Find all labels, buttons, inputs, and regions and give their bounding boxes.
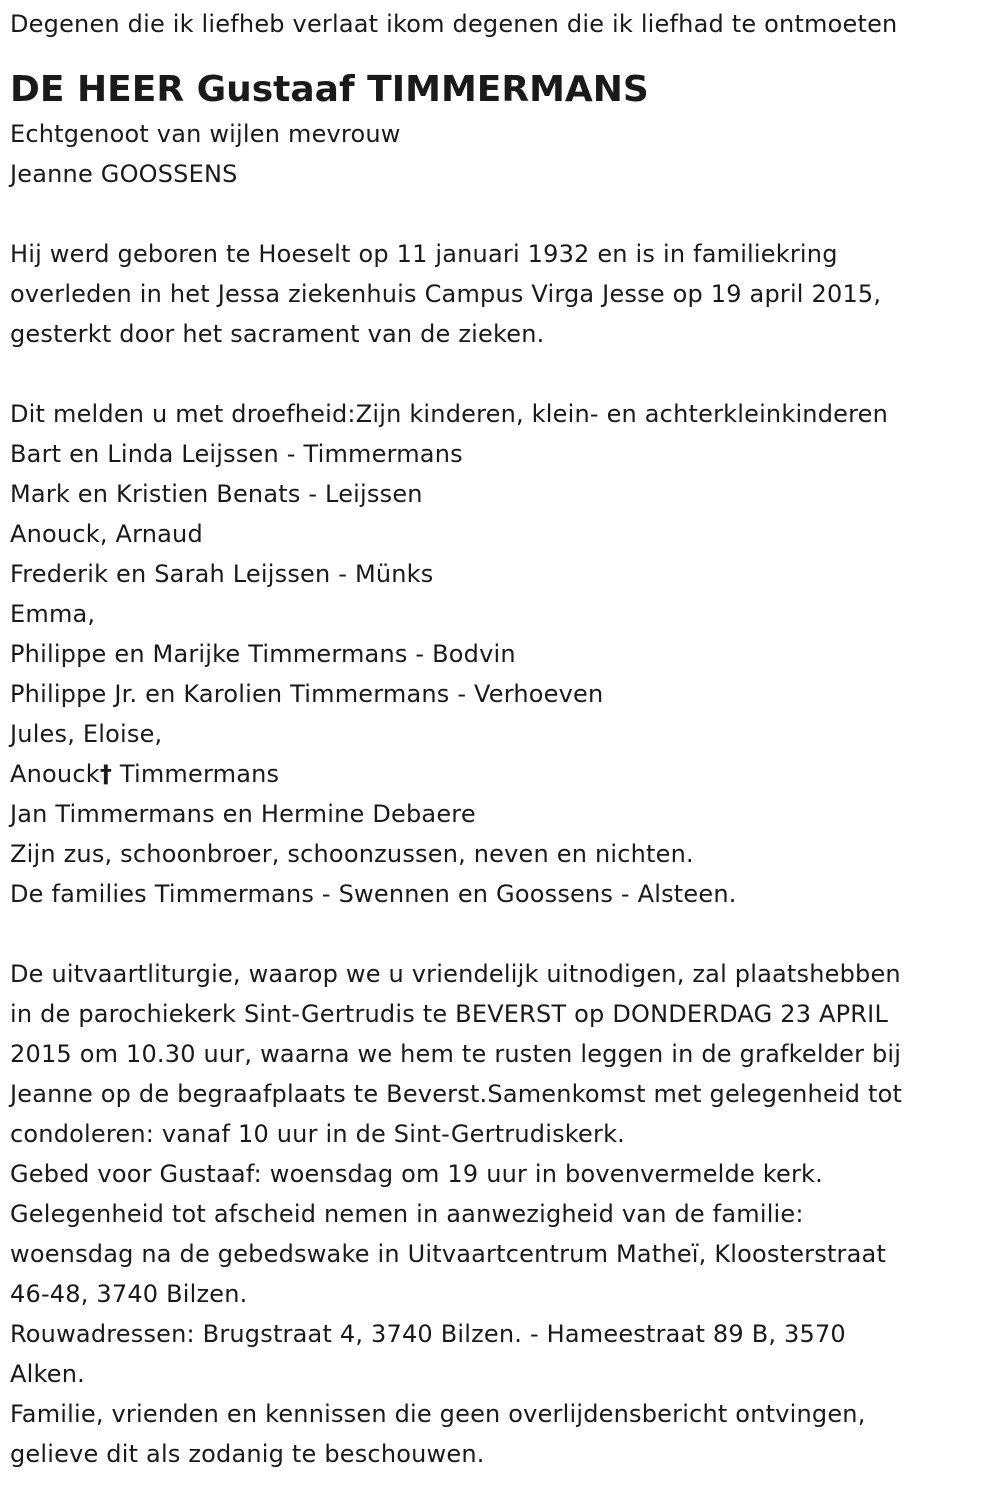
birth-death-paragraph bbox=[10, 234, 995, 354]
family-line-deceased-grandchild bbox=[10, 754, 995, 794]
spacer bbox=[10, 914, 995, 954]
family-line: Philippe en Marijke Timmermans - Bodvin bbox=[10, 640, 516, 668]
motto-text: Degenen die ik liefheb verlaat ikom degenen die ik liefhad te ontmoeten bbox=[10, 10, 898, 38]
family-line: Bart en Linda Leijssen - Timmermans bbox=[10, 440, 463, 468]
funeral-line: Rouwadressen: Brugstraat 4, 3740 Bilzen. - Hameestraat 89 B, 3570 bbox=[10, 1320, 846, 1348]
family-line: De families Timmermans - Swennen en Goossens - Alsteen. bbox=[10, 880, 737, 908]
birth-death-line: Hij werd geboren te Hoeselt op 11 januari 1932 en is in familiekring bbox=[10, 240, 838, 268]
funeral-line: Familie, vrienden en kennissen die geen overlijdensbericht ontvingen, bbox=[10, 1400, 866, 1428]
grandchild-first-name: Anouck bbox=[10, 760, 100, 788]
funeral-line: Gelegenheid tot afscheid nemen in aanwezigheid van de familie: bbox=[10, 1200, 804, 1228]
announcement-intro: Dit melden u met droefheid:Zijn kinderen, klein- en achterkleinkinderen bbox=[10, 400, 889, 428]
grandchild-last-name: Timmermans bbox=[112, 760, 280, 788]
announcement-paragraph bbox=[10, 394, 995, 914]
family-line: Emma, bbox=[10, 600, 96, 628]
spouse-line-1: Echtgenoot van wijlen mevrouw bbox=[10, 120, 401, 148]
funeral-line: gelieve dit als zodanig te beschouwen. bbox=[10, 1440, 485, 1468]
funeral-line: in de parochiekerk Sint-Gertrudis te BEVERST op DONDERDAG 23 APRIL bbox=[10, 1000, 889, 1028]
funeral-paragraph bbox=[10, 954, 995, 1474]
family-line: Jules, Eloise, bbox=[10, 720, 163, 748]
cross-icon: † bbox=[99, 760, 113, 788]
family-line: Jan Timmermans en Hermine Debaere bbox=[10, 800, 476, 828]
spacer bbox=[10, 354, 995, 394]
spouse-line-2: Jeanne GOOSSENS bbox=[10, 160, 238, 188]
family-line: Philippe Jr. en Karolien Timmermans - Verhoeven bbox=[10, 680, 604, 708]
family-line: Mark en Kristien Benats - Leijssen bbox=[10, 480, 423, 508]
funeral-line: condoleren: vanaf 10 uur in de Sint-Gertrudiskerk. bbox=[10, 1120, 625, 1148]
family-line: Anouck, Arnaud bbox=[10, 520, 203, 548]
deceased-name: DE HEER Gustaaf TIMMERMANS bbox=[10, 69, 649, 110]
family-line: Frederik en Sarah Leijssen - Münks bbox=[10, 560, 434, 588]
funeral-line: 46-48, 3740 Bilzen. bbox=[10, 1280, 248, 1308]
funeral-line: Alken. bbox=[10, 1360, 85, 1388]
birth-death-line: gesterkt door het sacrament van de zieken. bbox=[10, 320, 545, 348]
birth-death-line: overleden in het Jessa ziekenhuis Campus Virga Jesse op 19 april 2015, bbox=[10, 280, 882, 308]
spacer bbox=[10, 194, 995, 234]
funeral-line: Jeanne op de begraafplaats te Beverst.Samenkomst met gelegenheid tot bbox=[10, 1080, 903, 1108]
funeral-line: 2015 om 10.30 uur, waarna we hem te rusten leggen in de grafkelder bij bbox=[10, 1040, 902, 1068]
family-line: Zijn zus, schoonbroer, schoonzussen, neven en nichten. bbox=[10, 840, 694, 868]
funeral-line: De uitvaartliturgie, waarop we u vriendelijk uitnodigen, zal plaatshebben bbox=[10, 960, 901, 988]
obituary-document bbox=[10, 4, 995, 1474]
funeral-line: woensdag na de gebedswake in Uitvaartcentrum Matheï, Kloosterstraat bbox=[10, 1240, 887, 1268]
funeral-line: Gebed voor Gustaaf: woensdag om 19 uur in bovenvermelde kerk. bbox=[10, 1160, 823, 1188]
